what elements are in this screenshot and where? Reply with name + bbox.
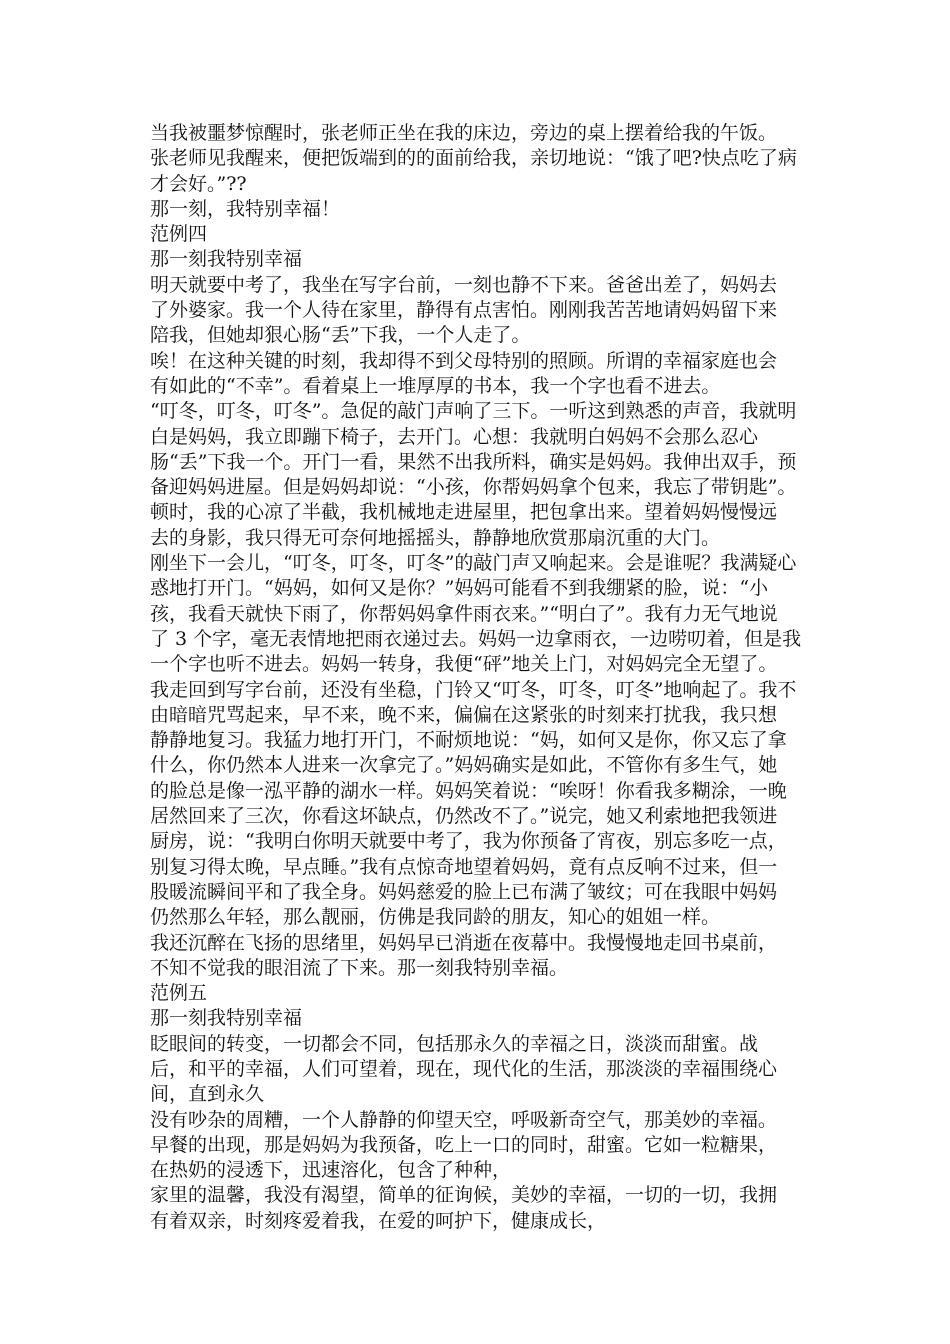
paragraph-sigh: 唉！在这种关键的时刻，我却得不到父母特别的照顾。所谓的幸福家庭也会 有如此的“不幸”。看着桌上一堆厚厚的书本，我一个字也看不进去。 <box>150 349 778 397</box>
paragraph-moment-happy: 那一刻，我特别幸福！ <box>150 197 341 220</box>
paragraph-doorbell-first: “叮冬，叮冬，叮冬”。急促的敲门声响了三下。一听这到熟悉的声音，我就明 白是妈妈，我立即蹦下椅子，去开门。心想：我就明白妈妈不会那么忍心 肠“丢”下我一个。开门一看，果然不出我所料，确实是妈妈。我伸出双手，预 备迎妈妈进屋。但是妈妈却说：“小孩，你帮妈妈拿个包来，我忘了带钥匙”。 顿时，我的心凉了半截，我机械地走进屋里，把包拿出来。望着妈妈慢慢远 去的身影，我只得无可奈何地摇摇头，静静地欣赏那扇沉重的大门。 <box>150 400 797 549</box>
paragraph-awakened-by-nightmare: 当我被噩梦惊醒时，张老师正坐在我的床边，旁边的桌上摆着给我的午饭。 张老师见我醒来，便把饭端到的的面前给我，亲切地说：“饿了吧?快点吃了病 才会好。”?? <box>150 122 797 195</box>
paragraph-quiet-sky: 没有吵杂的周糟，一个人静静的仰望天空，呼吸新奇空气，那美妙的幸福。 早餐的出现，那是妈妈为我预备，吃上一口的同时，甜蜜。它如一粒糖果， 在热奶的浸透下，迅速溶化，包含了种种， <box>150 1108 778 1182</box>
heading-example-four: 范例四 <box>150 223 208 246</box>
title-example-four: 那一刻我特别幸福 <box>150 248 303 271</box>
paragraph-home-warmth: 家里的温馨，我没有渴望，简单的征询候，美妙的幸福，一切的一切，我拥 有着双亲，时刻疼爱着我，在爱的呵护下，健康成长， <box>150 1184 778 1232</box>
paragraph-doorbell-second: 刚坐下一会儿，“叮冬，叮冬，叮冬”的敲门声又响起来。会是谁呢？我满疑心 惑地打开门。“妈妈，如何又是你？”妈妈可能看不到我绷紧的脸，说：“小 孩，我看天就快下雨了，你帮妈妈拿件雨衣来。”“明白了”。我有力无气地说 了 3 个字，毫无表情地把雨衣递过去。妈妈一边拿雨衣，一边唠叨着，但是我 一个字也听不进去。妈妈一转身，我便“砰”地关上门，对妈妈完全无望了。 <box>150 552 802 676</box>
paragraph-tears: 我还沉醉在飞扬的思绪里，妈妈早已消逝在夜幕中。我慢慢地走回书桌前， 不知不觉我的眼泪流了下来。那一刻我特别幸福。 <box>150 931 778 979</box>
title-example-five: 那一刻我特别幸福 <box>150 1007 303 1030</box>
document-body <box>150 121 810 1234</box>
paragraph-blink-change: 眨眼间的转变，一切都会不同，包括那永久的幸福之日，淡淡而甜蜜。战 后，和平的幸福，人们可望着，现在，现代化的生活，那淡淡的幸福围绕心 间，直到永久 <box>150 1032 778 1106</box>
paragraph-exam-tomorrow: 明天就要中考了，我坐在写字台前，一刻也静不下来。爸爸出差了，妈妈去 了外婆家。我一个人待在家里，静得有点害怕。刚刚我苦苦地请妈妈留下来 陪我，但她却狠心肠“丢”下我，一个人走了。 <box>150 273 778 347</box>
paragraph-doorbell-third: 我走回到写字台前，还没有坐稳，门铃又“叮冬，叮冬，叮冬”地响起了。我不 由暗暗咒骂起来，早不来，晚不来，偏偏在这紧张的时刻来打扰我，我只想 静静地复习。我猛力地打开门，不耐烦地说：“妈，如何又是你，你又忘了拿 什么，你仍然本人进来一次拿完了。”妈妈确实是如此，不管你有多生气，她 的脸总是像一泓平静的湖水一样。妈妈笑着说：“唉呀！你看我多糊涂，一晚 居然回来了三次，你看这坏缺点，仍然改不了。”说完，她又利索地把我领进 厨房，说：“我明白你明天就要中考了，我为你预备了宵夜，别忘多吃一点， 别复习得太晚，早点睡。”我有点惊奇地望着妈妈，竟有点反响不过来，但一 股暖流瞬间平和了我全身。妈妈慈爱的脸上已布满了皱纹；可在我眼中妈妈 仍然那么年轻，那么靓丽，仿佛是我同龄的朋友，知心的姐姐一样。 <box>150 678 797 929</box>
heading-example-five: 范例五 <box>150 982 208 1005</box>
